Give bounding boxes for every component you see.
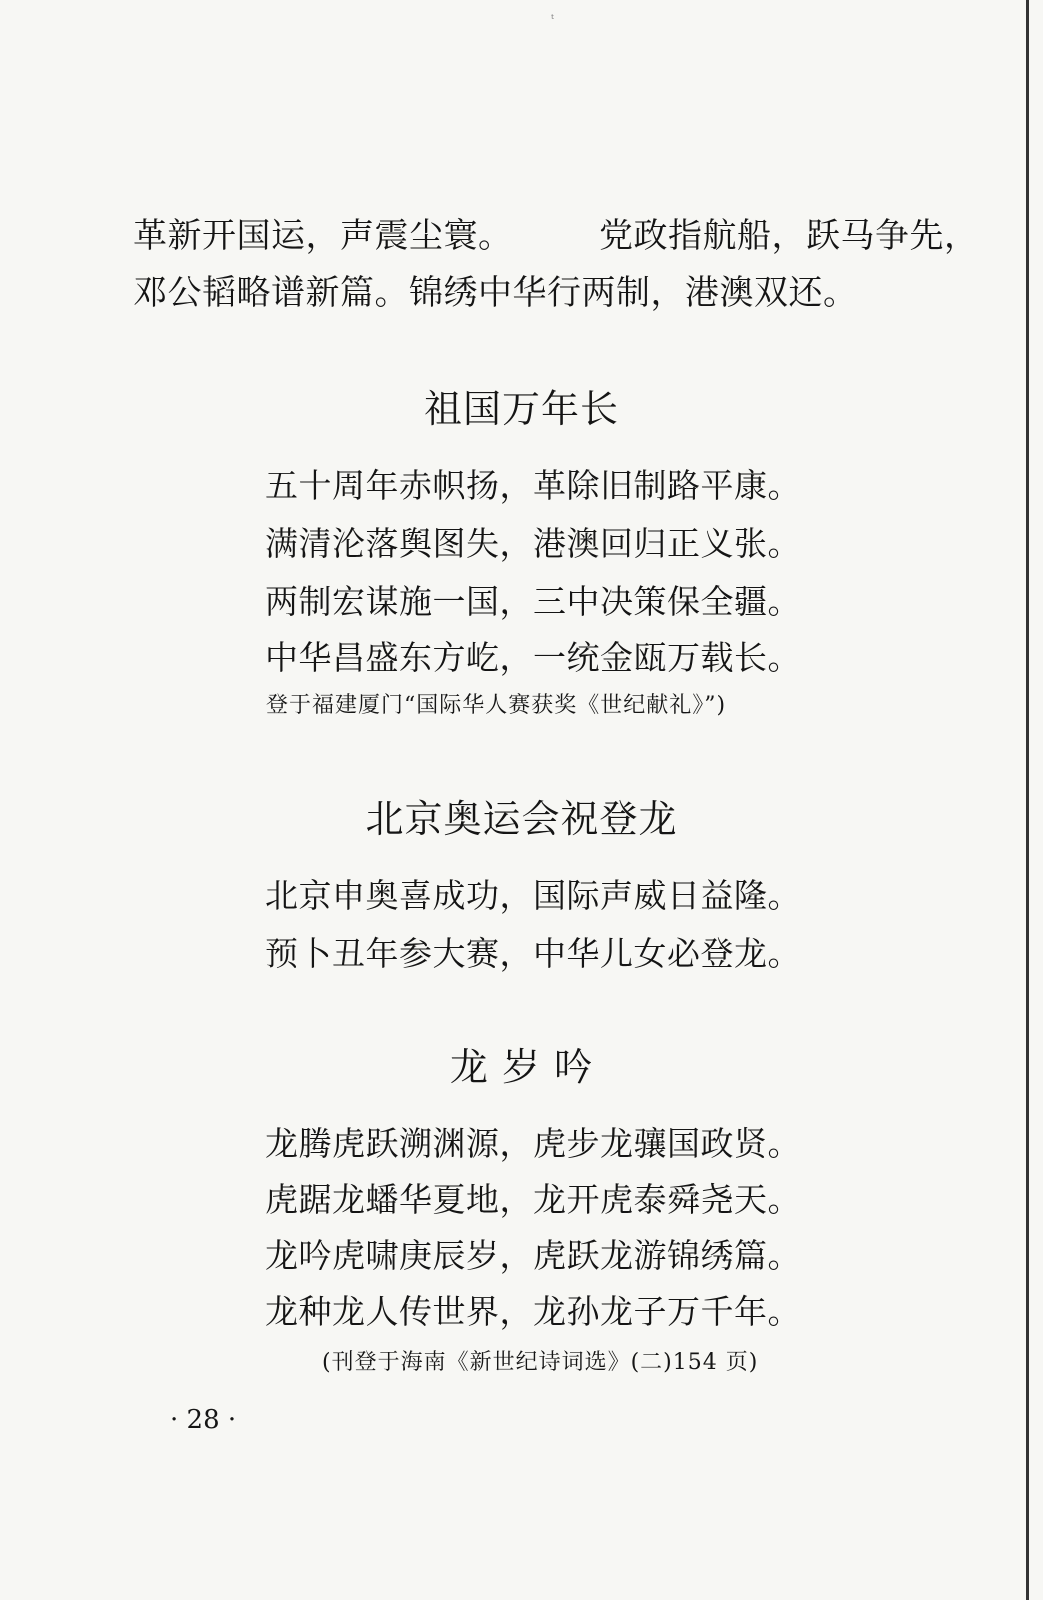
poem-1-note: 登于福建厦门“国际华人赛获奖《世纪献礼》”) <box>266 693 727 718</box>
poem-3-line-2: 虎踞龙蟠华夏地，龙开虎泰舜尧天。 <box>265 1180 801 1219</box>
poem-2-line-1: 北京申奥喜成功，国际声威日益隆。 <box>265 876 801 915</box>
poem-1-line-3: 两制宏谋施一国，三中决策保全疆。 <box>265 582 801 621</box>
poem-3-line-4: 龙种龙人传世界，龙孙龙子万千年。 <box>265 1292 801 1331</box>
poem-1-line-1: 五十周年赤帜扬，革除旧制路平康。 <box>265 466 801 505</box>
poem-1-line-2: 满清沦落舆图失，港澳回归正义张。 <box>265 524 801 563</box>
poem-title-2: 北京奥运会祝登龙 <box>365 797 678 841</box>
opening-line-2: 邓公韬略谱新篇。锦绣中华行两制，港澳双还。 <box>133 273 858 313</box>
poem-1-line-4: 中华昌盛东方屹，一统金瓯万载长。 <box>265 638 801 677</box>
poem-2-line-2: 预卜丑年参大赛，中华儿女必登龙。 <box>265 934 801 973</box>
page-number: · 28 · <box>170 1405 237 1435</box>
poem-title-3: 龙 岁 吟 <box>449 1045 594 1089</box>
poem-title-1: 祖国万年长 <box>423 387 619 431</box>
poem-3-line-1: 龙腾虎跃溯渊源，虎步龙骧国政贤。 <box>265 1124 801 1163</box>
poem-3-note: (刊登于海南《新世纪诗词选》(二)154 页) <box>322 1350 759 1375</box>
poem-3-line-3: 龙吟虎啸庚辰岁，虎跃龙游锦绣篇。 <box>265 1236 801 1275</box>
opening-line-1: 革新开国运，声震尘寰。 党政指航船，跃马争先， <box>133 216 979 256</box>
scan-speck: ᵗ <box>551 12 554 26</box>
